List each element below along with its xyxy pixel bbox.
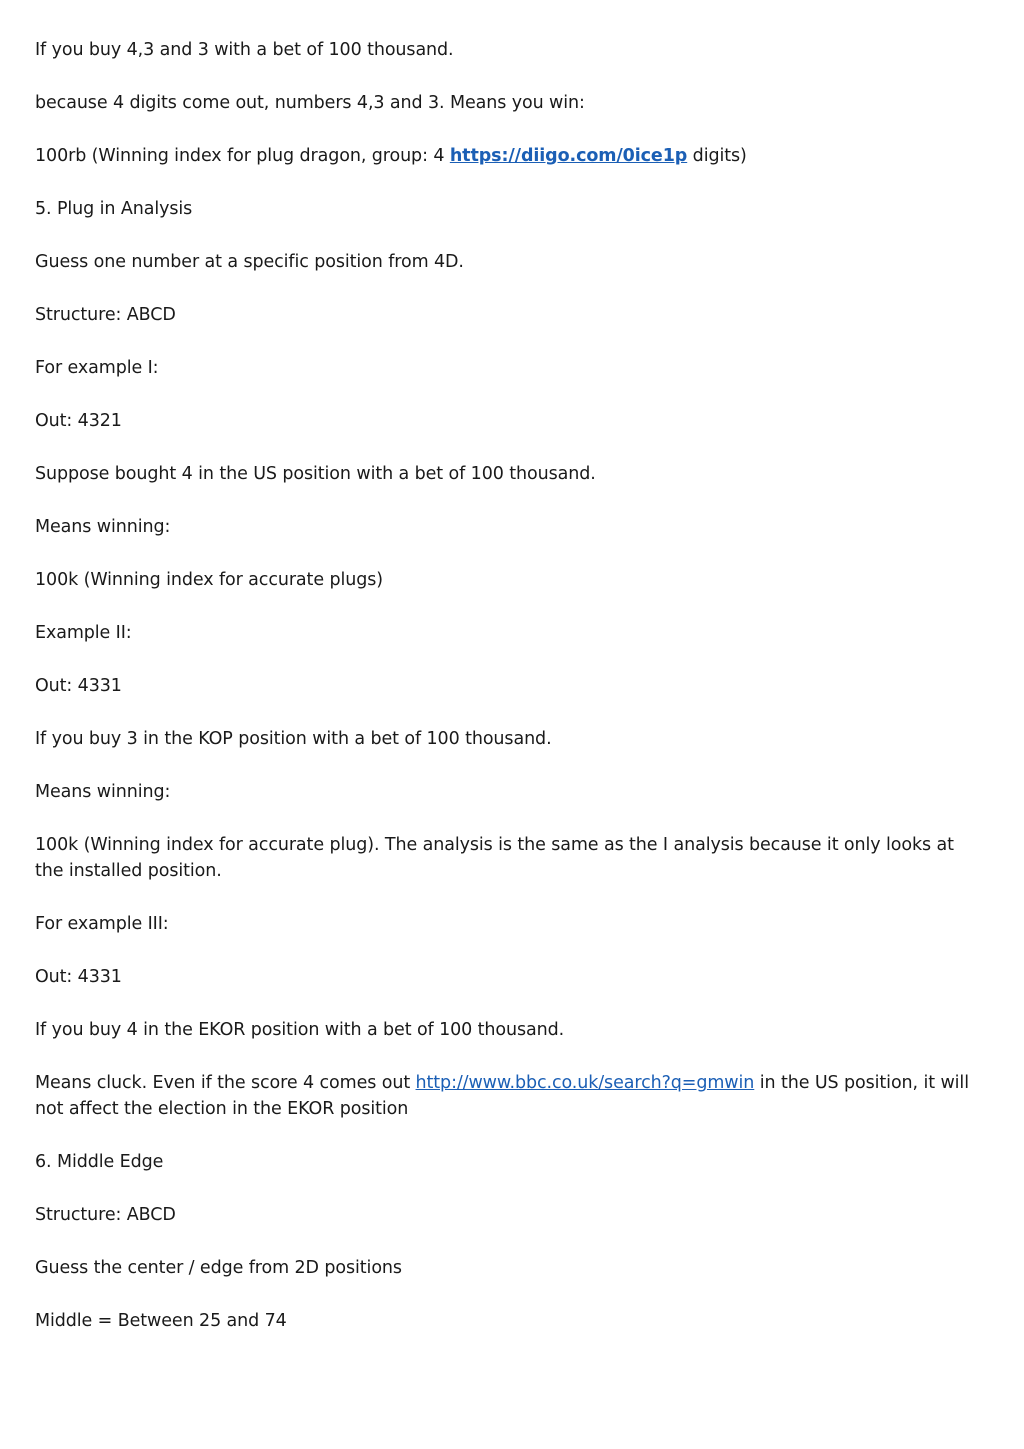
paragraph-text: digits) <box>687 146 747 166</box>
paragraph: 100k (Winning index for accurate plug). The analysis is the same as the I analysis because it only looks at the installed position. <box>35 835 954 881</box>
paragraph: Structure: ABCD <box>35 1205 176 1225</box>
paragraph: Out: 4331 <box>35 967 122 987</box>
paragraph: For example I: <box>35 358 159 378</box>
paragraph: Guess the center / edge from 2D positions <box>35 1258 402 1278</box>
paragraph: Out: 4321 <box>35 411 122 431</box>
section-heading: 6. Middle Edge <box>35 1152 164 1172</box>
paragraph: Out: 4331 <box>35 676 122 696</box>
paragraph: For example III: <box>35 914 169 934</box>
paragraph-with-link <box>35 143 985 169</box>
document-page <box>35 37 985 1361</box>
paragraph: Example II: <box>35 623 132 643</box>
paragraph: Structure: ABCD <box>35 305 176 325</box>
diigo-link[interactable]: https://diigo.com/0ice1p <box>449 146 688 166</box>
paragraph-with-link <box>35 1070 985 1122</box>
paragraph: because 4 digits come out, numbers 4,3 and 3. Means you win: <box>35 93 585 113</box>
paragraph: If you buy 4 in the EKOR position with a bet of 100 thousand. <box>35 1020 565 1040</box>
paragraph: Means winning: <box>35 517 171 537</box>
bbc-link[interactable]: http://www.bbc.co.uk/search?q=gmwin <box>415 1073 755 1093</box>
paragraph-text: in the US position, it will not affect the election in the EKOR position <box>35 1073 969 1119</box>
paragraph-text: 100rb (Winning index for plug dragon, group: 4 <box>35 146 450 166</box>
paragraph: Means winning: <box>35 782 171 802</box>
section-heading: 5. Plug in Analysis <box>35 199 193 219</box>
paragraph: Suppose bought 4 in the US position with a bet of 100 thousand. <box>35 464 596 484</box>
paragraph: If you buy 3 in the KOP position with a bet of 100 thousand. <box>35 729 552 749</box>
paragraph: If you buy 4,3 and 3 with a bet of 100 thousand. <box>35 40 454 60</box>
paragraph-text: Means cluck. Even if the score 4 comes out <box>35 1073 416 1093</box>
paragraph: 100k (Winning index for accurate plugs) <box>35 570 383 590</box>
paragraph: Guess one number at a specific position from 4D. <box>35 252 464 272</box>
paragraph: Middle = Between 25 and 74 <box>35 1311 287 1331</box>
